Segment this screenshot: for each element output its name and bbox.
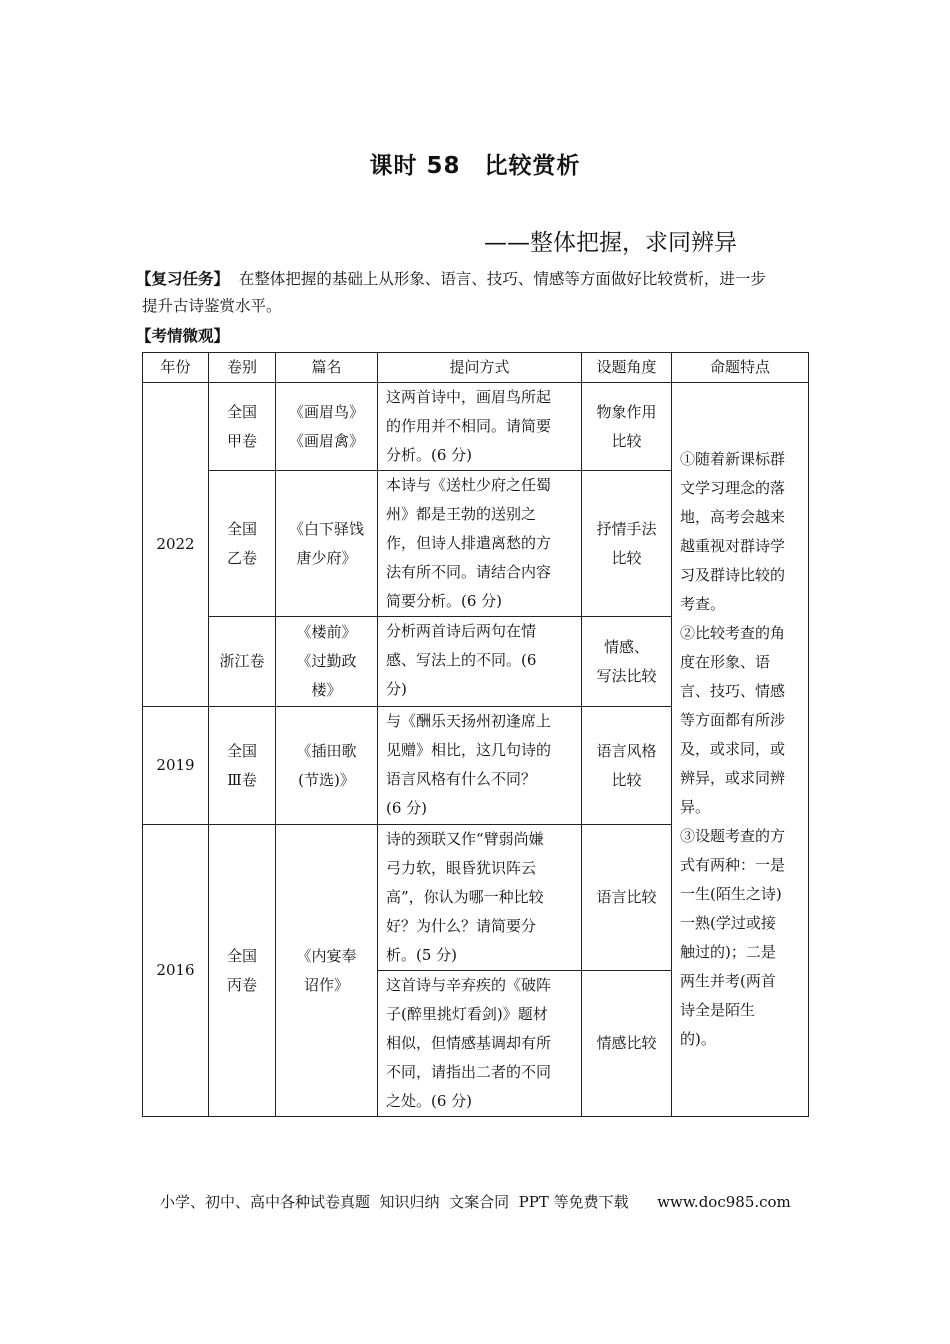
header-question: 提问方式 <box>378 353 582 383</box>
question-cell: 这首诗与辛弃疾的《破阵 子(醉里挑灯看剑)》题材 相似，但情感基调却有所 不同，请指出二者的不同 之处。(6 分) <box>378 971 582 1117</box>
year-cell: 2019 <box>143 707 209 825</box>
paper-cell: 全国 乙卷 <box>209 471 276 617</box>
poem-title-cell: 《楼前》 《过勤政 楼》 <box>276 617 378 707</box>
footer <box>160 1191 791 1212</box>
footer-text: 小学、初中、高中各种试卷真题 知识归纳 文案合同 PPT 等免费下载 <box>160 1193 629 1211</box>
angle-cell: 抒情手法 比较 <box>582 471 672 617</box>
page-title: 课时 58 比较赏析 <box>369 153 581 179</box>
paper-cell: 全国 Ⅲ卷 <box>209 707 276 825</box>
question-cell: 这两首诗中，画眉鸟所起 的作用并不相同。请简要 分析。(6 分) <box>378 383 582 471</box>
angle-cell: 物象作用 比较 <box>582 383 672 471</box>
review-task <box>136 266 812 320</box>
poem-title-cell: 《插田歌 (节选)》 <box>276 707 378 825</box>
feature-cell: ①随着新课标群 文学习理念的落 地，高考会越来 越重视对群诗学 习及群诗比较的 考查。 ②比较考查的角 度在形象、语 言、技巧、情感 等方面都有所涉 及，或求同，或 辨异，或求同辨 异。 ③设题考查的方 式有两种：一是 一生(陌生之诗) 一熟(学过或接 触过的)；二是 两生并考(两首 诗全是陌生 的)。 <box>672 383 809 1117</box>
paper-cell: 浙江卷 <box>209 617 276 707</box>
table-row <box>143 383 809 471</box>
angle-cell: 情感比较 <box>582 971 672 1117</box>
header-title: 篇名 <box>276 353 378 383</box>
header-feature: 命题特点 <box>672 353 809 383</box>
review-task-label: 【复习任务】 <box>136 270 230 288</box>
header-angle: 设题角度 <box>582 353 672 383</box>
table-header-row <box>143 353 809 383</box>
footer-url[interactable]: www.doc985.com <box>657 1193 791 1211</box>
angle-cell: 语言比较 <box>582 825 672 971</box>
question-cell: 诗的颈联又作“臂弱尚嫌 弓力软，眼昏犹识阵云 高”，你认为哪一种比较 好？为什么？请简要分 析。(5 分) <box>378 825 582 971</box>
poem-title-cell: 《白下驿饯 唐少府》 <box>276 471 378 617</box>
poem-title-cell: 《画眉鸟》 《画眉禽》 <box>276 383 378 471</box>
question-cell: 与《酬乐天扬州初逢席上 见赠》相比，这几句诗的 语言风格有什么不同？ (6 分) <box>378 707 582 825</box>
paper-cell: 全国 甲卷 <box>209 383 276 471</box>
header-year: 年份 <box>143 353 209 383</box>
angle-cell: 语言风格 比较 <box>582 707 672 825</box>
angle-cell: 情感、 写法比较 <box>582 617 672 707</box>
page-subtitle: ——整体把握，求同辨异 <box>484 230 737 256</box>
poem-title-cell: 《内宴奉 诏作》 <box>276 825 378 1117</box>
question-cell: 分析两首诗后两句在情 感、写法上的不同。(6 分) <box>378 617 582 707</box>
review-task-text-1: 在整体把握的基础上从形象、语言、技巧、情感等方面做好比较赏析，进一步 <box>238 270 766 288</box>
year-cell: 2016 <box>143 825 209 1117</box>
exam-table <box>142 352 809 1117</box>
question-cell: 本诗与《送杜少府之任蜀 州》都是王勃的送别之 作，但诗人排遣离愁的方 法有所不同。请结合内容 简要分析。(6 分) <box>378 471 582 617</box>
year-cell: 2022 <box>143 383 209 707</box>
exam-situation-label: 【考情微观】 <box>136 327 230 345</box>
review-task-text-2: 提升古诗鉴赏水平。 <box>142 297 282 315</box>
paper-cell: 全国 丙卷 <box>209 825 276 1117</box>
header-paper: 卷别 <box>209 353 276 383</box>
